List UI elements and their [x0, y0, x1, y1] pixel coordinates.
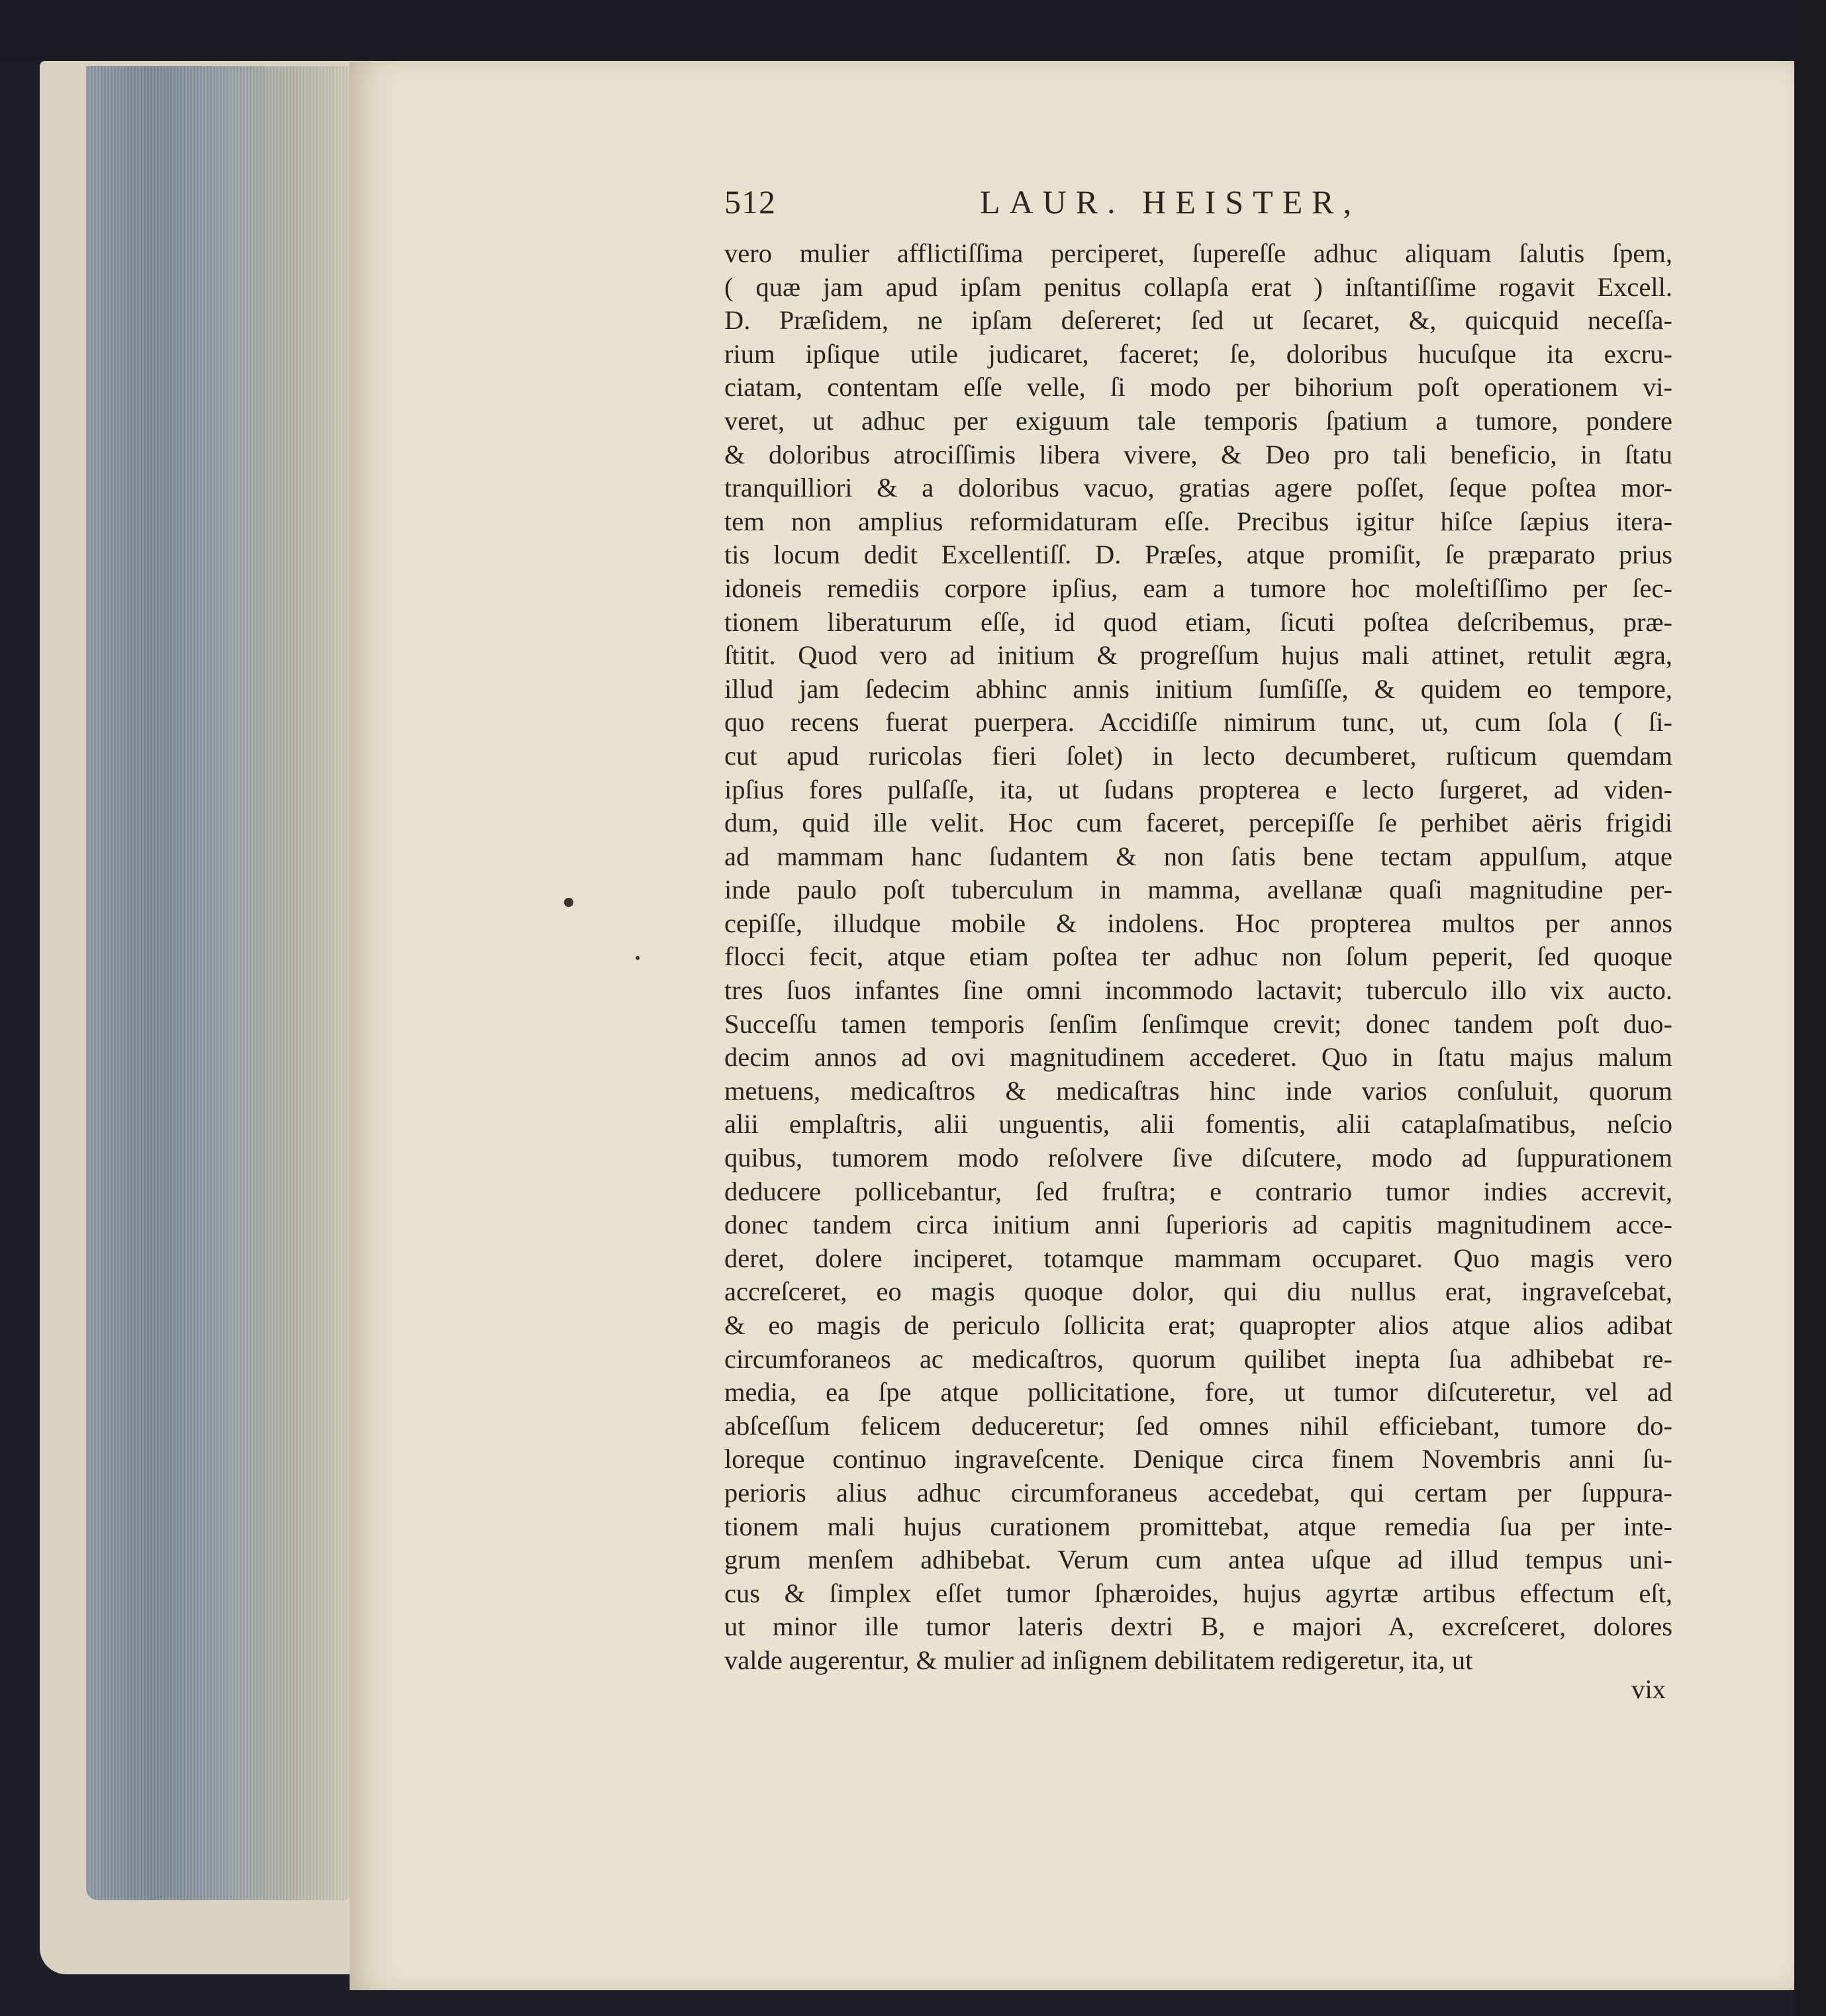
ink-speck [636, 956, 640, 960]
text-line: & eo magis de periculo ſollicita erat; quapropter alios atque alios adibat [724, 1310, 1672, 1340]
text-line: circumforaneos ac medicaſtros, quorum quilibet inepta ſua adhibebat re- [724, 1343, 1672, 1374]
text-line: cut apud ruricolas fieri ſolet) in lecto decumberet, ruſticum quemdam [724, 740, 1672, 771]
text-line: ſtitit. Quod vero ad initium & progreſſum hujus mali attinet, retulit ægra, [724, 640, 1672, 671]
text-line: donec tandem circa initium anni ſuperioris ad capitis magnitudinem acce- [724, 1210, 1672, 1240]
text-line: ad mammam hanc ſudantem & non ſatis bene tectam appulſum, atque [724, 841, 1672, 871]
text-line: cepiſſe, illudque mobile & indolens. Hoc propterea multos per annos [724, 908, 1672, 938]
text-line: deducere pollicebantur, ſed fruſtra; e contrario tumor indies accrevit, [724, 1176, 1672, 1206]
text-line: tem non amplius reformidaturam eſſe. Precibus igitur hiſce ſæpius itera- [724, 506, 1672, 536]
text-line: D. Præſidem, ne ipſam deſereret; ſed ut ſecaret, &, quicquid neceſſa- [724, 305, 1672, 336]
text-line: vero mulier afflictiſſima perciperet, ſupereſſe adhuc aliquam ſalutis ſpem, [724, 238, 1672, 268]
text-line: idoneis remediis corpore ipſius, eam a tumore hoc moleſtiſſimo per ſec- [724, 573, 1672, 603]
body-text [724, 237, 1672, 1678]
background-top [0, 0, 1826, 61]
text-line: ciatam, contentam eſſe velle, ſi modo per bihorium poſt operationem vi- [724, 372, 1672, 403]
text-line: rium ipſique utile judicaret, faceret; ſe, doloribus hucuſque ita excru- [724, 338, 1672, 369]
page-number: 512 [724, 183, 776, 220]
text-line: flocci fecit, atque etiam poſtea ter adhuc non ſolum peperit, ſed quoque [724, 941, 1672, 972]
text-line: accreſceret, eo magis quoque dolor, qui diu nullus erat, ingraveſcebat, [724, 1276, 1672, 1307]
text-line: perioris alius adhuc circumforaneus accedebat, qui certam per ſuppura- [724, 1477, 1672, 1508]
text-line: alii emplaſtris, alii unguentis, alii fomentis, alii cataplaſmatibus, neſcio [724, 1109, 1672, 1139]
page-edges [86, 66, 351, 1900]
text-line: tionem liberaturum eſſe, id quod etiam, ſicuti poſtea deſcribemus, præ- [724, 606, 1672, 637]
text-line: tranquilliori & a doloribus vacuo, gratias agere poſſet, ſeque poſtea mor- [724, 473, 1672, 503]
text-line: decim annos ad ovi magnitudinem accederet. Quo in ſtatu majus malum [724, 1042, 1672, 1073]
text-line: deret, dolere inciperet, totamque mammam occuparet. Quo magis vero [724, 1243, 1672, 1273]
text-line: tis locum dedit Excellentiſſ. D. Præſes, atque promiſit, ſe præparato prius [724, 540, 1672, 570]
text-line: tres ſuos infantes ſine omni incommodo lactavit; tuberculo illo vix aucto. [724, 975, 1672, 1006]
text-line: valde augerentur, & mulier ad inſignem debilitatem redigeretur, ita, ut [724, 1645, 1473, 1675]
text-line: inde paulo poſt tuberculum in mamma, avellanæ quaſi magnitudine per- [724, 875, 1672, 905]
text-line: cus & ſimplex eſſet tumor ſphæroides, hujus agyrtæ artibus effectum eſt, [724, 1578, 1672, 1608]
text-line: grum menſem adhibebat. Verum cum antea uſque ad illud tempus uni- [724, 1545, 1672, 1575]
text-line: dum, quid ille velit. Hoc cum faceret, percepiſſe ſe perhibet aëris frigidi [724, 808, 1672, 838]
text-line: & doloribus atrociſſimis libera vivere, & Deo pro tali beneficio, in ſtatu [724, 439, 1672, 469]
background-right [1794, 0, 1826, 2016]
text-line: metuens, medicaſtros & medicaſtras hinc inde varios conſuluit, quorum [724, 1075, 1672, 1106]
text-line: ipſius fores pulſaſſe, ita, ut ſudans propterea e lecto ſurgeret, ad viden- [724, 774, 1672, 804]
text-line: quo recens fuerat puerpera. Accidiſſe nimirum tunc, ut, cum ſola ( ſi- [724, 707, 1672, 738]
text-line: Succeſſu tamen temporis ſenſim ſenſimque crevit; donec tandem poſt duo- [724, 1008, 1672, 1039]
ink-spot [564, 898, 573, 907]
catchword: vix [1631, 1674, 1666, 1704]
text-line: ( quæ jam apud ipſam penitus collapſa erat ) inſtantiſſime rogavit Excell. [724, 271, 1672, 302]
text-line: ut minor ille tumor lateris dextri B, e majori A, excreſceret, dolores [724, 1611, 1672, 1642]
text-line: loreque continuo ingraveſcente. Denique circa finem Novembris anni ſu- [724, 1444, 1672, 1474]
text-line: media, ea ſpe atque pollicitatione, fore, ut tumor diſcuteretur, vel ad [724, 1377, 1672, 1408]
text-line: tionem mali hujus curationem promittebat, atque remedia ſua per inte- [724, 1511, 1672, 1541]
header-title: LAUR. HEISTER, [980, 183, 1361, 220]
text-line: illud jam ſedecim abhinc annis initium ſumſiſſe, & quidem eo tempore, [724, 673, 1672, 704]
text-line: abſceſſum felicem deduceretur; ſed omnes nihil efficiebant, tumore do- [724, 1410, 1672, 1441]
text-line: veret, ut adhuc per exiguum tale temporis ſpatium a tumore, pondere [724, 405, 1672, 436]
text-line: quibus, tumorem modo reſolvere ſive diſcutere, modo ad ſuppurationem [724, 1143, 1672, 1173]
